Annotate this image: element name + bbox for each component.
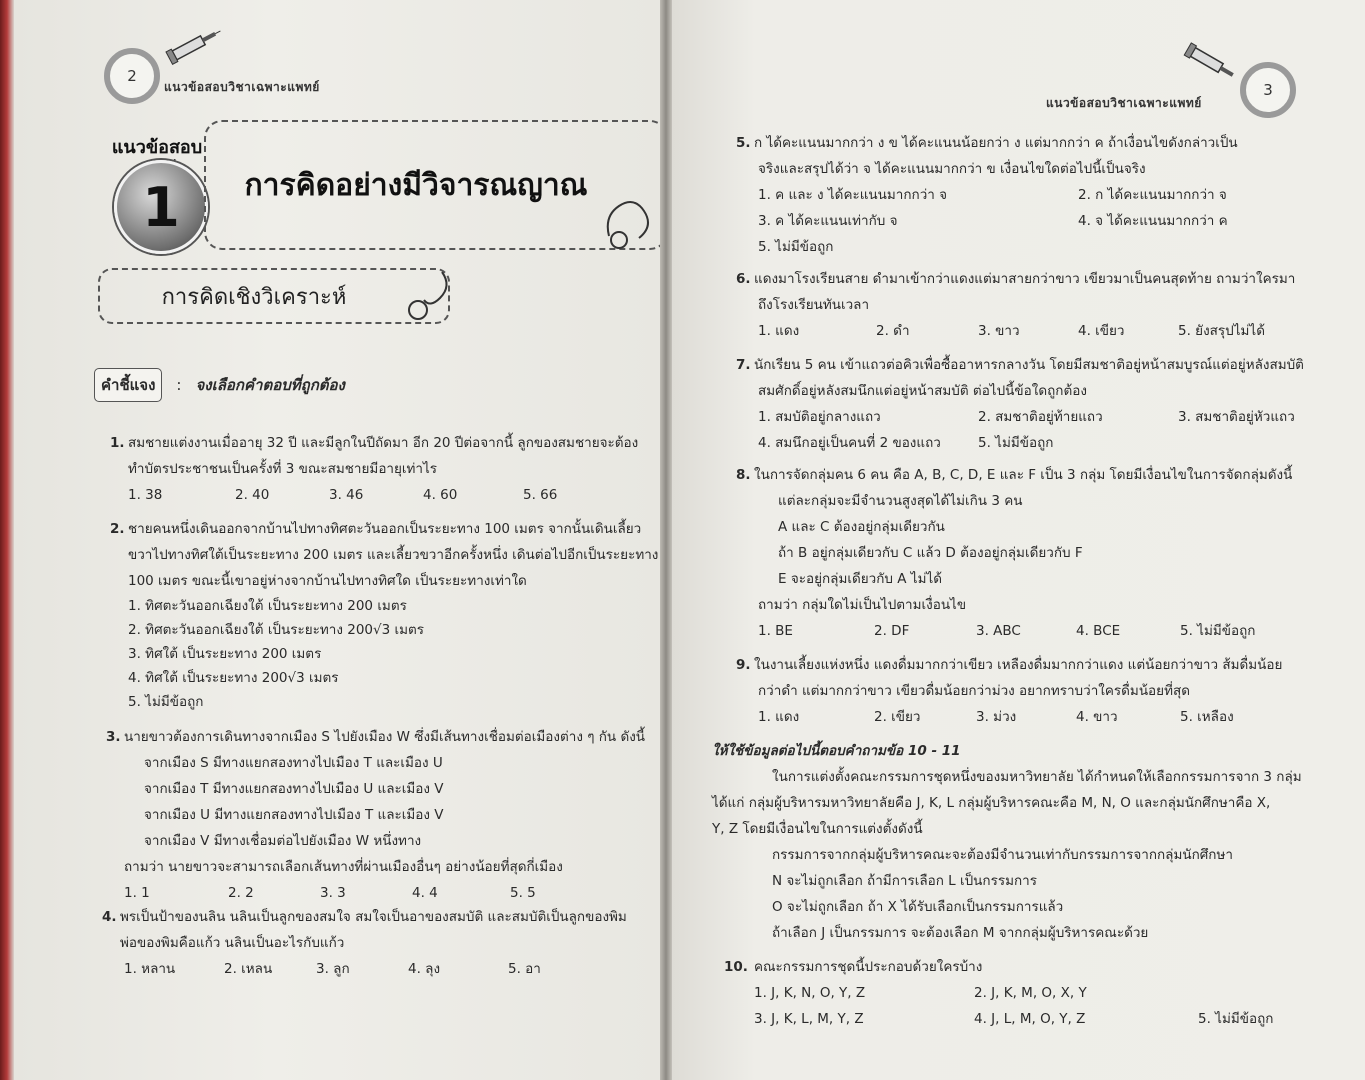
answer-option: 4. ลุง [408,961,441,977]
info-text: ได้แก่ กลุ่มผู้บริหารมหาวิทยาลัยคือ J, K, L กลุ่มผู้บริหารคณะคือ M, N, O และกลุ่มนักศึกษาคือ X, [712,795,1271,811]
badge-number: 1 [114,160,208,254]
running-head: แนวข้อสอบวิชาเฉพาะแพทย์ [164,80,320,94]
question-2 [110,516,659,714]
info-text: ในการแต่งตั้งคณะกรรมการชุดหนึ่งของมหาวิทยาลัย ได้กำหนดให้เลือกกรรมการจาก 3 กลุ่ม [772,769,1302,785]
answer-option: 1. BE [758,623,793,639]
answer-options [724,1006,1354,1032]
question-text: ทำบัตรประชาชนเป็นครั้งที่ 3 ขณะสมชายมีอายุเท่าไร [128,461,438,477]
question-text: แดงมาโรงเรียนสาย ดำมาเข้ากว่าแดงแต่มาสายกว่าขาว เขียวมาเป็นคนสุดท้าย ถามว่าใครมา [754,271,1296,287]
book-edge [0,0,14,1080]
answer-options [724,980,1354,1006]
question-text: ในงานเลี้ยงแห่งหนึ่ง แดงดื่มมากกว่าเขียว เหลืองดื่มมากกว่าแดง แต่น้อยกว่าขาว ส้มดื่มน้อย [754,657,1283,673]
condition: ถ้าเลือก J เป็นกรรมการ จะต้องเลือก M จากกลุ่มผู้บริหารคณะด้วย [772,925,1149,941]
answer-option: 1. J, K, N, O, Y, Z [754,985,866,1001]
question-text: ถามว่า กลุ่มใดไม่เป็นไปตามเงื่อนไข [758,597,967,613]
left-page [14,0,660,1080]
page-number: 2 [104,48,160,104]
answer-option: 5. ไม่มีข้อถูก [1180,623,1256,639]
badge-line1: แนวข้อสอบ [111,137,203,158]
condition: E จะอยู่กลุ่มเดียวกับ A ไม่ได้ [778,571,943,587]
answer-option: 1. 38 [128,487,163,503]
chapter-title-box [204,120,660,250]
condition: กรรมการจากกลุ่มผู้บริหารคณะจะต้องมีจำนวนเท่ากับกรรมการจากกลุ่มนักศึกษา [772,847,1233,863]
running-head: แนวข้อสอบวิชาเฉพาะแพทย์ [1046,96,1202,110]
question-text: ชายคนหนึ่งเดินออกจากบ้านไปทางทิศตะวันออกเป็นระยะทาง 100 เมตร จากนั้นเดินเลี้ยว [128,521,642,537]
answer-option: 2. ทิศตะวันออกเฉียงใต้ เป็นระยะทาง 200√3 เมตร [128,622,425,638]
answer-options [110,482,650,508]
question-text: พรเป็นป้าของนลิน นลินเป็นลูกของสมใจ สมใจเป็นอาของสมบัติ และสมบัติเป็นลูกของพิม [120,909,627,925]
answer-option: 4. ทิศใต้ เป็นระยะทาง 200√3 เมตร [128,670,339,686]
answer-option: 3. ม่วง [976,709,1017,725]
answer-options [736,318,1356,344]
right-page [672,0,1365,1080]
condition: O จะไม่ถูกเลือก ถ้า X ได้รับเลือกเป็นกรรมการแล้ว [772,899,1064,915]
answer-options [736,618,1356,644]
answer-options [736,404,1356,430]
condition: จากเมือง U มีทางแยกสองทางไปเมือง T และเมือง V [144,807,444,823]
answer-option: 2. J, K, M, O, X, Y [974,985,1087,1001]
question-number: 4. [102,909,117,925]
question-number: 10. [724,959,748,975]
syringe-icon [1181,38,1244,87]
instruction-label: คำชี้แจง [94,368,162,402]
condition: ถ้า B อยู่กลุ่มเดียวกับ C แล้ว D ต้องอยู่กลุ่มเดียวกับ F [778,545,1083,561]
question-10 [724,954,1354,1032]
info-text: Y, Z โดยมีเงื่อนไขในการแต่งตั้งดังนี้ [712,821,923,837]
question-text: ขวาไปทางทิศใต้เป็นระยะทาง 200 เมตร และเลี้ยวขวาอีกครั้งหนึ่ง เดินต่อไปอีกเป็นระยะทาง [128,547,659,563]
question-number: 1. [110,435,125,451]
answer-options [736,430,1356,456]
answer-option: 4. J, L, M, O, Y, Z [974,1011,1086,1027]
stethoscope-icon [402,266,458,326]
answer-option: 4. 4 [412,885,438,901]
answer-option: 3. 3 [320,885,346,901]
instruction-separator: : [176,376,182,394]
answer-option: 3. 46 [329,487,364,503]
answer-option: 3. J, K, L, M, Y, Z [754,1011,864,1027]
answer-option: 3. ABC [976,623,1021,639]
question-9 [736,652,1356,730]
info-block [712,738,1352,946]
answer-option: 1. 1 [124,885,150,901]
condition: จากเมือง V มีทางเชื่อมต่อไปยังเมือง W หนึ่งทาง [144,833,422,849]
answer-option: 5. ไม่มีข้อถูก [978,435,1054,451]
answer-option: 5. เหลือง [1180,709,1234,725]
question-text: 100 เมตร ขณะนี้เขาอยู่ห่างจากบ้านไปทางทิศใด เป็นระยะทางเท่าใด [128,573,527,589]
answer-option: 1. แดง [758,709,800,725]
question-1 [110,430,650,508]
question-8 [736,462,1356,644]
answer-option: 4. จ ได้คะแนนมากกว่า ค [1078,213,1228,229]
question-number: 8. [736,467,751,483]
question-text: คณะกรรมการชุดนี้ประกอบด้วยใครบ้าง [754,959,983,975]
answer-options [736,182,1356,208]
answer-option: 3. ขาว [978,323,1020,339]
answer-option: 5. ไม่มีข้อถูก [1198,1011,1274,1027]
condition: N จะไม่ถูกเลือก ถ้ามีการเลือก L เป็นกรรมการ [772,873,1037,889]
answer-option: 2. ก ได้คะแนนมากกว่า จ [1078,187,1227,203]
answer-option: 1. ค และ ง ได้คะแนนมากกว่า จ [758,187,948,203]
answer-option: 4. 60 [423,487,458,503]
answer-option: 1. หลาน [124,961,176,977]
answer-option: 5. ไม่มีข้อถูก [128,694,204,710]
stethoscope-icon [599,196,659,252]
question-text: สมชายแต่งงานเมื่ออายุ 32 ปี และมีลูกในปีถัดมา อีก 20 ปีต่อจากนี้ ลูกของสมชายจะต้อง [128,435,639,451]
question-number: 3. [106,729,121,745]
answer-option: 5. ไม่มีข้อถูก [758,239,834,255]
answer-option: 3. ค ได้คะแนนเท่ากับ จ [758,213,898,229]
condition: จากเมือง T มีทางแยกสองทางไปเมือง U และเมือง V [144,781,444,797]
answer-option: 2. สมชาติอยู่ท้ายแถว [978,409,1103,425]
question-text: ถามว่า นายขาวจะสามารถเลือกเส้นทางที่ผ่านเมืองอื่นๆ อย่างน้อยที่สุดกี่เมือง [124,859,563,875]
question-text: จริงและสรุปได้ว่า จ ได้คะแนนมากกว่า ข เงื่อนไขใดต่อไปนี้เป็นจริง [758,161,1146,177]
info-heading: ให้ใช้ข้อมูลต่อไปนี้ตอบคำถามข้อ 10 - 11 [712,743,961,759]
condition: จากเมือง S มีทางแยกสองทางไปเมือง T และเมือง U [144,755,443,771]
answer-option: 1. แดง [758,323,800,339]
chapter-title: การคิดอย่างมีวิจารณญาณ [244,167,588,203]
answer-option: 2. เขียว [874,709,921,725]
section-title-box [98,268,450,324]
instruction [94,368,345,402]
answer-option: 5. ยังสรุปไม่ได้ [1178,323,1265,339]
question-5 [736,130,1356,260]
question-text: พ่อของพิมคือแก้ว นลินเป็นอะไรกับแก้ว [120,935,345,951]
answer-option: 2. 40 [235,487,270,503]
question-text: ก ได้คะแนนมากกว่า ง ข ได้คะแนนน้อยกว่า ง แต่มากกว่า ค ถ้าเงื่อนไขดังกล่าวเป็น [754,135,1238,151]
answer-option: 3. ทิศใต้ เป็นระยะทาง 200 เมตร [128,646,322,662]
answer-options [106,880,652,906]
answer-option: 2. 2 [228,885,254,901]
answer-option: 2. DF [874,623,910,639]
question-number: 9. [736,657,751,673]
answer-option: 4. BCE [1076,623,1121,639]
question-6 [736,266,1356,344]
answer-options [736,704,1356,730]
instruction-text: จงเลือกคำตอบที่ถูกต้อง [195,376,345,394]
answer-option: 5. อา [508,961,541,977]
question-text: กว่าดำ แต่มากกว่าขาว เขียวดื่มน้อยกว่าม่วง อยากทราบว่าใครดื่มน้อยที่สุด [758,683,1190,699]
question-text: สมศักดิ์อยู่หลังสมนึกแต่อยู่หน้าสมบัติ ต่อไปนี้ข้อใดถูกต้อง [758,383,1087,399]
answer-option: 4. สมนึกอยู่เป็นคนที่ 2 ของแถว [758,435,941,451]
question-7 [736,352,1356,456]
question-number: 6. [736,271,751,287]
answer-option: 2. ดำ [876,323,910,339]
question-number: 5. [736,135,751,151]
question-text: นักเรียน 5 คน เข้าแถวต่อคิวเพื่อซื้ออาหารกลางวัน โดยมีสมชาติอยู่หน้าสมบูรณ์แต่อยู่หลังสมบัติ [754,357,1304,373]
answer-options [736,208,1356,234]
condition: แต่ละกลุ่มจะมีจำนวนสูงสุดได้ไม่เกิน 3 คน [778,493,1023,509]
answer-option: 4. ขาว [1076,709,1118,725]
question-3 [106,724,652,906]
page-number: 3 [1240,62,1296,118]
answer-option: 3. สมชาติอยู่หัวแถว [1178,409,1295,425]
question-text: ในการจัดกลุ่มคน 6 คน คือ A, B, C, D, E และ F เป็น 3 กลุ่ม โดยมีเงื่อนไขในการจัดกลุ่มดังนี้ [754,467,1293,483]
answer-options [102,956,652,982]
syringe-icon [162,21,225,69]
question-4 [102,904,652,982]
question-number: 7. [736,357,751,373]
answer-option: 5. 66 [523,487,558,503]
answer-option: 2. เหลน [224,961,273,977]
section-title: การคิดเชิงวิเคราะห์ [161,284,347,310]
question-text: ถึงโรงเรียนทันเวลา [758,297,870,313]
book-gutter [660,0,672,1080]
question-number: 2. [110,521,125,537]
exam-badge [102,128,212,248]
answer-option: 3. ลูก [316,961,350,977]
condition: A และ C ต้องอยู่กลุ่มเดียวกัน [778,519,945,535]
question-text: นายขาวต้องการเดินทางจากเมือง S ไปยังเมือง W ซึ่งมีเส้นทางเชื่อมต่อเมืองต่าง ๆ กัน ดังนี้ [124,729,646,745]
answer-option: 4. เขียว [1078,323,1125,339]
answer-option: 5. 5 [510,885,536,901]
answer-option: 1. สมบัติอยู่กลางแถว [758,409,881,425]
answer-option: 1. ทิศตะวันออกเฉียงใต้ เป็นระยะทาง 200 เมตร [128,598,407,614]
